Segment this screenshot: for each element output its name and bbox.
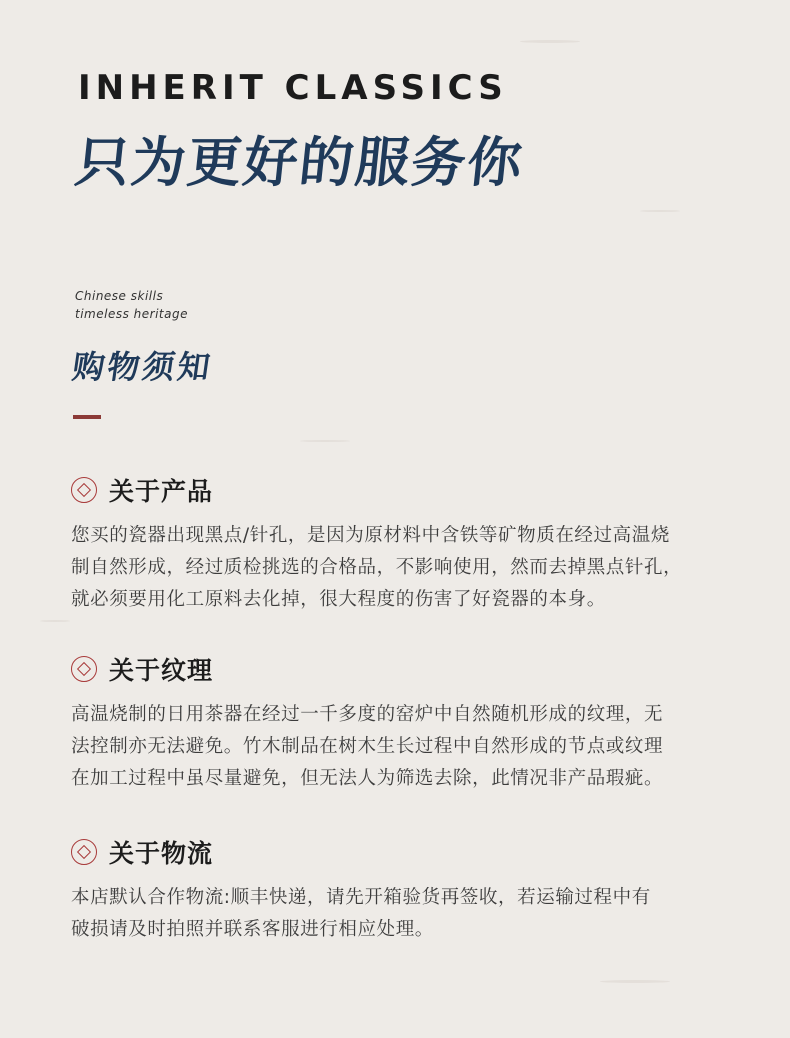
block-title: 关于纹理 [109,656,214,685]
text-line: 制自然形成，经过质检挑选的合格品，不影响使用，然而去掉黑点针孔， [71,557,683,578]
section-title: 购物须知 [70,348,216,386]
title-divider [73,415,101,419]
diamond-bullet-icon [71,839,97,865]
text-line: 就必须要用化工原料去化掉，很大程度的伤害了好瓷器的本身。 [71,589,606,610]
block-text [71,882,731,946]
text-line: 破损请及时拍照并联系客服进行相应处理。 [71,919,434,940]
english-headline: INHERIT CLASSICS [78,68,508,108]
text-line: 在加工过程中虽尽量避免，但无法人为筛选去除，此情况非产品瑕疵。 [71,768,664,789]
diamond-bullet-icon [71,477,97,503]
diamond-bullet-icon [71,656,97,682]
block-text [71,699,731,795]
notice-block-texture [71,651,731,795]
chinese-headline: 只为更好的服务你 [72,130,527,194]
text-line: 本店默认合作物流:顺丰快递，请先开箱验货再签收，若运输过程中有 [71,887,651,908]
subtitle-line-1: Chinese skills [75,289,164,303]
notice-block-product [71,472,731,616]
text-line: 您买的瓷器出现黑点/针孔，是因为原材料中含铁等矿物质在经过高温烧 [71,525,670,546]
block-title: 关于物流 [109,839,214,868]
text-line: 高温烧制的日用茶器在经过一千多度的窑炉中自然随机形成的纹理，无 [71,704,664,725]
block-title: 关于产品 [109,477,214,506]
english-subtitle [75,287,188,323]
notice-block-logistics [71,834,731,946]
block-text [71,520,731,616]
text-line: 法控制亦无法避免。竹木制品在树木生长过程中自然形成的节点或纹理 [71,736,664,757]
subtitle-line-2: timeless heritage [75,307,188,321]
